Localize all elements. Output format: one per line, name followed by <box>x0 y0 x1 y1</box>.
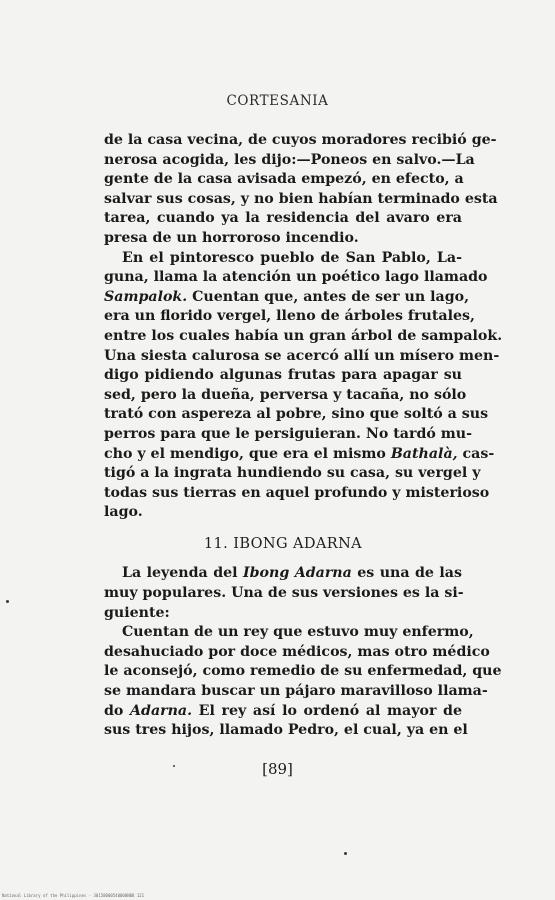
text-fragment: cas- <box>457 445 495 462</box>
text-line <box>104 288 470 308</box>
text-fragment: La leyenda del <box>122 565 243 582</box>
text-line: de la casa vecina, de cuyos moradores recibió ge- <box>104 132 497 148</box>
body-text <box>104 131 503 741</box>
paragraph-2 <box>104 249 503 523</box>
paper-speck <box>344 852 347 855</box>
text-line: En el pintoresco pueblo de San Pablo, La- <box>122 249 462 266</box>
paper-speck <box>173 765 175 767</box>
text-line: nerosa acogida, les dijo:—Poneos en salvo.—La <box>104 151 475 168</box>
text-fragment: do <box>104 702 131 719</box>
italic-word: Bathalà, <box>390 445 458 462</box>
text-line: digo pidiendo algunas frutas para apagar su <box>104 367 462 384</box>
text-line: Cuentan de un rey que estuvo muy enfermo, <box>122 624 474 641</box>
italic-word: Sampalok. <box>104 288 188 305</box>
text-line: sus tres hijos, llamado Pedro, el cual, ya en el <box>104 722 468 739</box>
text-line: era un florido vergel, lleno de árboles frutales, <box>104 308 475 325</box>
text-line: entre los cuales había un gran árbol de sampalok. <box>104 327 503 344</box>
text-line <box>104 564 462 584</box>
paragraph-1 <box>104 131 498 249</box>
text-line: gente de la casa avisada empezó, en efecto, a <box>104 171 464 188</box>
text-line: guiente: <box>104 604 170 621</box>
text-fragment: Cuentan que, antes de ser un lago, <box>187 288 470 305</box>
text-line: tarea, cuando ya la residencia del avaro era <box>104 210 462 227</box>
text-line: guna, llama la atención un poético lago llamado <box>104 269 488 286</box>
text-line: le aconsejó, como remedio de su enfermedad, que <box>104 663 502 680</box>
scan-footer: National Library of the Philippines · 30158000540000N08 121 <box>2 893 145 898</box>
text-line: salvar sus cosas, y no bien habían terminado esta <box>104 190 498 207</box>
text-line: tigó a la ingrata hundiendo su casa, su vergel y <box>104 465 481 482</box>
paragraph-3 <box>104 564 462 623</box>
italic-word: Adarna. <box>130 702 193 719</box>
text-line: sed, pero la dueña, perversa y tacaña, no sólo <box>104 386 467 403</box>
italic-title: Ibong Adarna <box>242 565 352 582</box>
paragraph-4 <box>104 623 502 741</box>
text-line: lago. <box>104 504 143 521</box>
text-fragment: El rey así lo ordenó al mayor de <box>192 702 462 719</box>
paper-speck <box>6 600 9 603</box>
text-line: todas sus tierras en aquel profundo y misterioso <box>104 484 490 501</box>
running-head: CORTESANIA <box>226 93 329 109</box>
page-number: [89] <box>262 760 293 778</box>
text-line <box>104 445 495 465</box>
text-line: perros para que le persiguieran. No tardó mu- <box>104 425 473 442</box>
text-line <box>104 702 462 722</box>
text-line: Una siesta calurosa se acercó allí un mísero men- <box>104 347 500 364</box>
text-line: trató con aspereza al pobre, sino que soltó a sus <box>104 406 489 423</box>
section-heading: 11. IBONG ADARNA <box>203 535 363 552</box>
text-line: desahuciado por doce médicos, mas otro médico <box>104 643 490 660</box>
text-fragment: cho y el mendigo, que era el mismo <box>104 445 391 462</box>
text-line: presa de un horroroso incendio. <box>104 229 359 246</box>
text-line: muy populares. Una de sus versiones es la si- <box>104 585 464 602</box>
text-line: se mandara buscar un pájaro maravilloso llama- <box>104 683 488 700</box>
text-fragment: es una de las <box>351 565 462 582</box>
